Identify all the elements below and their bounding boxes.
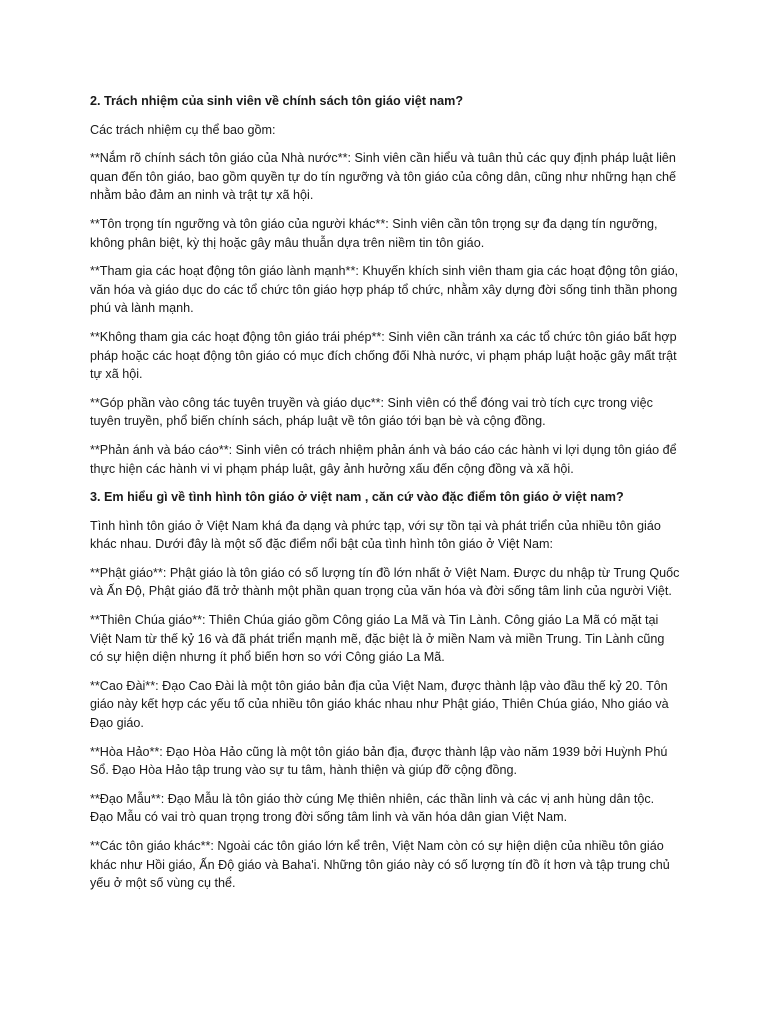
section-2-item-5: **Góp phần vào công tác tuyên truyền và giáo dục**: Sinh viên có thể đóng vai trò tích cực trong việc tuyên truyền, phổ biến chính sách, pháp luật về tôn giáo tới bạn bè và cộng đồng. [90,395,653,429]
section-3-item-5: **Đạo Mẫu**: Đạo Mẫu là tôn giáo thờ cúng Mẹ thiên nhiên, các thần linh và các vị anh hùng dân tộc. Đạo Mẫu có vai trò quan trọng trong đời sống tâm linh và văn hóa dân gian Việt Nam. [90,791,655,825]
section-2-heading: 2. Trách nhiệm của sinh viên về chính sách tôn giáo việt nam? [90,94,464,108]
section-3-item-4: **Hòa Hảo**: Đạo Hòa Hảo cũng là một tôn giáo bản địa, được thành lập vào năm 1939 bởi Huỳnh Phú Sổ. Đạo Hòa Hảo tập trung vào sự tu tâm, hành thiện và giúp đỡ cộng đồng. [90,744,668,778]
document-content [90,92,680,903]
section-2-item-6: **Phản ánh và báo cáo**: Sinh viên có trách nhiệm phản ánh và báo cáo các hành vi lợi dụng tôn giáo để thực hiện các hành vi vi phạm pháp luật, gây ảnh hưởng xấu đến cộng đồng và xã hội. [90,442,677,476]
section-2-intro: Các trách nhiệm cụ thể bao gồm: [90,122,276,137]
section-3-item-2: **Thiên Chúa giáo**: Thiên Chúa giáo gồm Công giáo La Mã và Tin Lành. Công giáo La Mã có mặt tại Việt Nam từ thế kỷ 16 và đã phát triển mạnh mẽ, đặc biệt là ở miền Nam và miền Trung. Tin Lành cũng có sự hiện diện nhưng ít phổ biến hơn so với Công giáo La Mã. [90,613,665,665]
section-3-heading: 3. Em hiểu gì về tình hình tôn giáo ở việt nam , căn cứ vào đặc điểm tôn giáo ở việt nam? [90,490,624,505]
section-3-item-6: **Các tôn giáo khác**: Ngoài các tôn giáo lớn kể trên, Việt Nam còn có sự hiện diện của nhiều tôn giáo khác như Hồi giáo, Ấn Độ giáo và Baha'i. Những tôn giáo này có số lượng tín đồ ít hơn và tập trung chủ yếu ở một số vùng cụ thể. [90,839,670,891]
section-2-item-2: **Tôn trọng tín ngưỡng và tôn giáo của người khác**: Sinh viên cần tôn trọng sự đa dạng tín ngưỡng, không phân biệt, kỳ thị hoặc gây mâu thuẫn dựa trên niềm tin tôn giáo. [90,216,658,250]
section-2-item-1: **Nắm rõ chính sách tôn giáo của Nhà nước**: Sinh viên cần hiểu và tuân thủ các quy định pháp luật liên quan đến tôn giáo, bao gồm quyền tự do tín ngưỡng và tôn giáo của công dân, cũng như những hạn chế nhằm bảo đảm an ninh và trật tự xã hội. [90,151,677,203]
section-3-item-3: **Cao Đài**: Đạo Cao Đài là một tôn giáo bản địa của Việt Nam, được thành lập vào đầu thế kỷ 20. Tôn giáo này kết hợp các yếu tố của nhiều tôn giáo khác nhau như Phật giáo, Thiên Chúa giáo, Nho giáo và Đạo giáo. [90,678,669,731]
section-2-item-4: **Không tham gia các hoạt động tôn giáo trái phép**: Sinh viên cần tránh xa các tổ chức tôn giáo bất hợp pháp hoặc các hoạt động tôn giáo có mục đích chống đối Nhà nước, vi phạm pháp luật hoặc gây mất trật tự xã hội. [90,329,677,382]
section-3-intro: Tình hình tôn giáo ở Việt Nam khá đa dạng và phức tạp, với sự tồn tại và phát triển của nhiều tôn giáo khác nhau. Dưới đây là một số đặc điểm nổi bật của tình hình tôn giáo ở Việt Nam: [90,518,661,552]
section-3-item-1: **Phật giáo**: Phật giáo là tôn giáo có số lượng tín đồ lớn nhất ở Việt Nam. Được du nhập từ Trung Quốc và Ấn Độ, Phật giáo đã trở thành một phần quan trọng của văn hóa và đời sống tâm linh của người Việt. [90,565,680,599]
section-2-item-3: **Tham gia các hoạt động tôn giáo lành mạnh**: Khuyến khích sinh viên tham gia các hoạt động tôn giáo, văn hóa và giáo dục do các tổ chức tôn giáo hợp pháp tổ chức, nhằm xây dựng đời sống tinh thần phong phú và lành mạnh. [90,264,679,316]
